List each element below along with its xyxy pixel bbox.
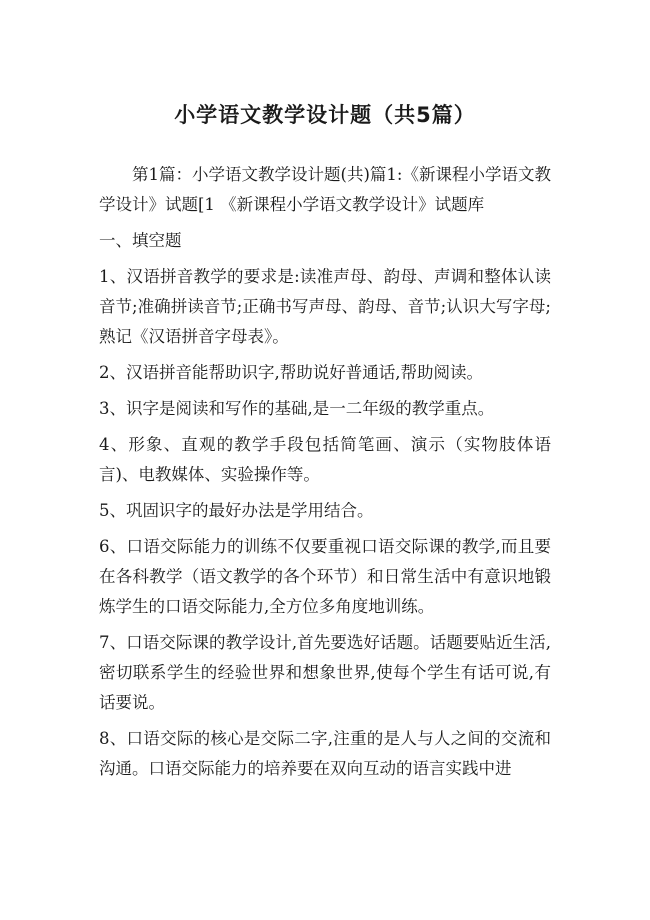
section-heading: 一、填空题: [99, 231, 182, 250]
paragraph-item-1: 1、汉语拼音教学的要求是:读准声母、韵母、声调和整体认读音节;准确拼读音节;正确书写声母、韵母、音节;认识大写字母;熟记《汉语拼音字母表》。: [99, 267, 551, 346]
document-title: 小学语文教学设计题（共5篇）: [174, 103, 476, 127]
paragraph-item-7: 7、口语交际课的教学设计,首先要选好话题。话题要贴近生活,密切联系学生的经验世界和想象世界,使每个学生有话可说,有话要说。: [99, 633, 551, 712]
paragraph-item-8: 8、口语交际的核心是交际二字,注重的是人与人之间的交流和沟通。口语交际能力的培养要在双向互动的语言实践中进: [99, 729, 551, 778]
paragraph-item-2: 2、汉语拼音能帮助识字,帮助说好普通话,帮助阅读。: [99, 363, 483, 382]
paragraph-item-4: 4、形象、直观的教学手段包括简笔画、演示（实物肢体语言)、电教媒体、实验操作等。: [99, 435, 551, 484]
paragraph-item-5: 5、巩固识字的最好办法是学用结合。: [99, 501, 374, 520]
paragraph-item-6: 6、口语交际能力的训练不仅要重视口语交际课的教学,而且要在各科教学（语文教学的各个环节）和日常生活中有意识地锻炼学生的口语交际能力,全方位多角度地训练。: [99, 537, 551, 616]
paragraph-item-3: 3、识字是阅读和写作的基础,是一二年级的教学重点。: [99, 399, 495, 418]
paragraph-intro: 第1篇：小学语文教学设计题(共)篇1:《新课程小学语文教学设计》试题[1 《新课程小学语文教学设计》试题库: [99, 165, 551, 214]
document-body: [99, 160, 551, 790]
